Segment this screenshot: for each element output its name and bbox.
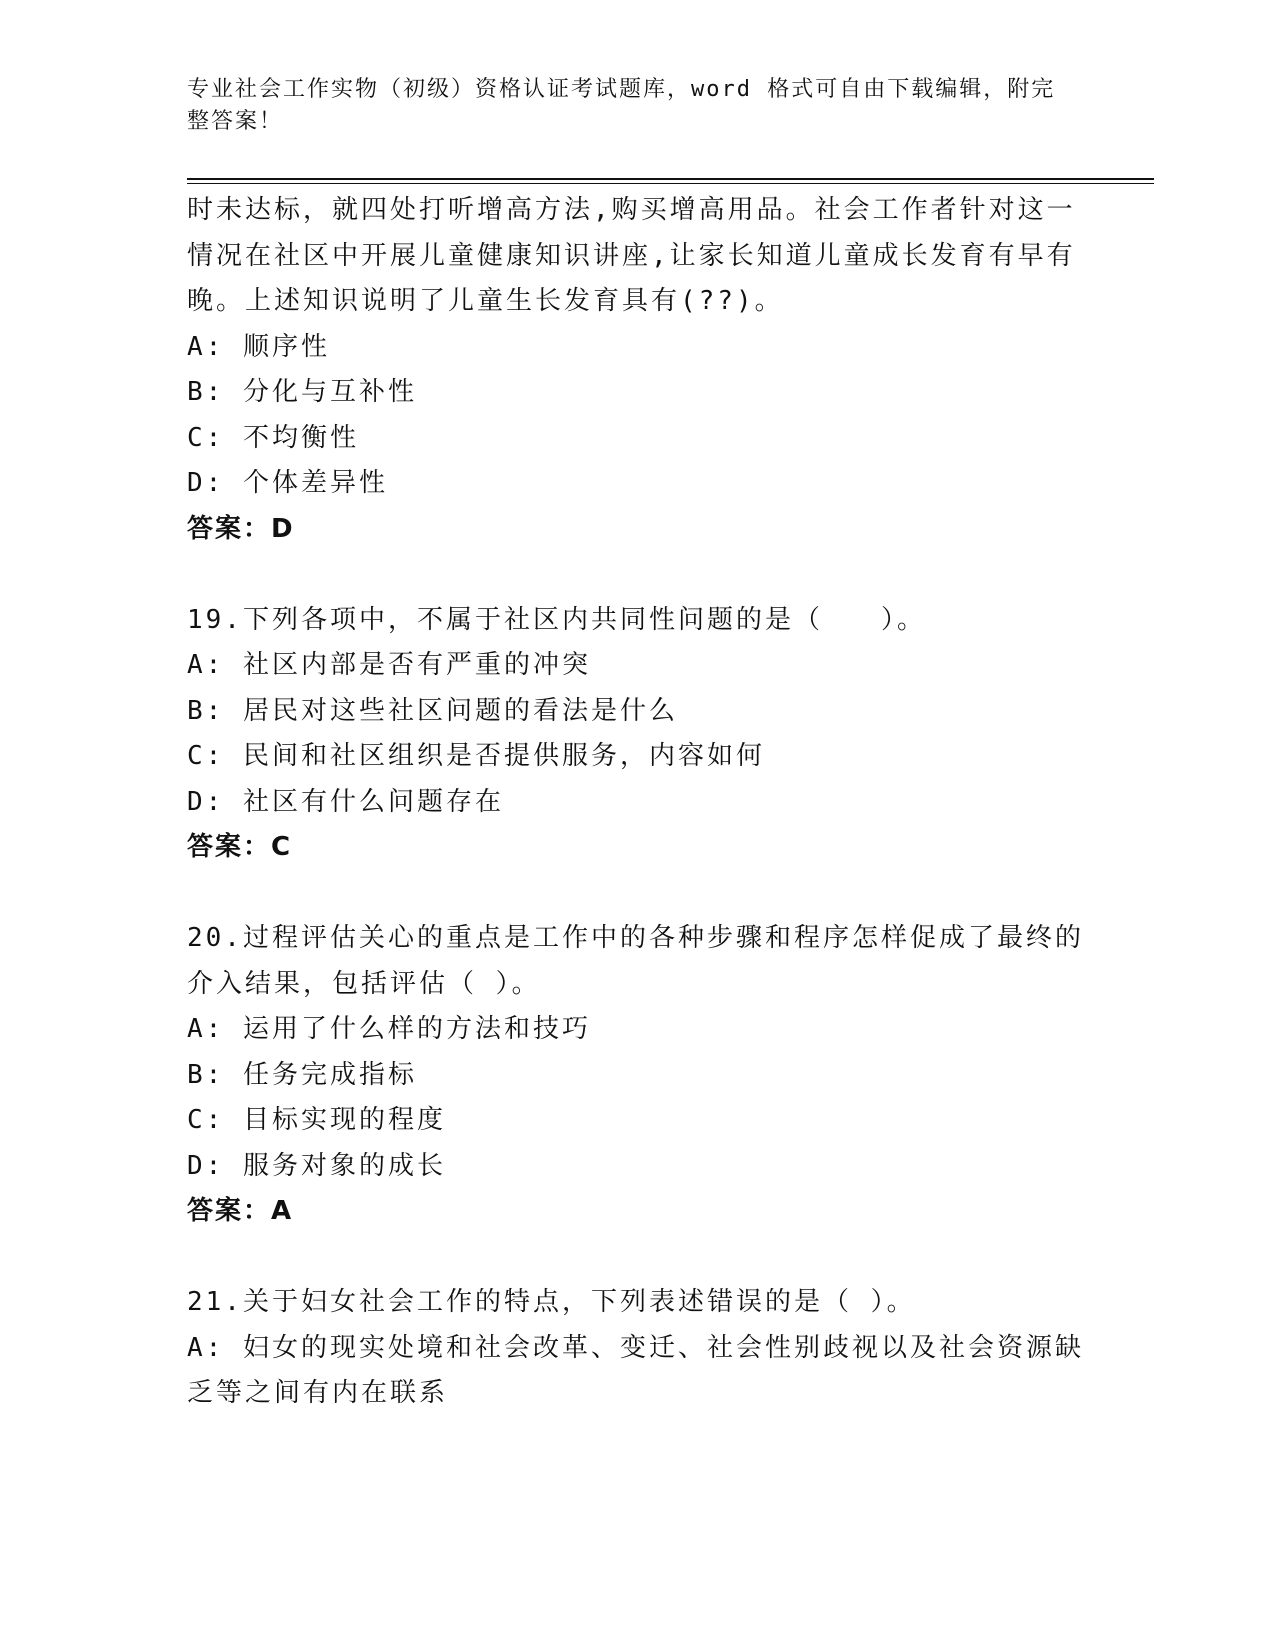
header-rule-thick [187,178,1154,180]
spacer [187,1235,1087,1281]
option-d: D: 服务对象的成长 [187,1150,446,1181]
option-c: C: 目标实现的程度 [187,1105,446,1135]
option-d: D: 社区有什么问题存在 [187,786,504,817]
option-d: D: 个体差异性 [187,468,388,498]
option-b: B: 分化与互补性 [187,377,417,407]
spacer [187,552,1087,598]
question-21 [187,1280,1087,1417]
question-stem-line: 情况在社区中开展儿童健康知识讲座,让家长知道儿童成长发育有早有 [187,240,1076,271]
question-stem-line: 晚。上述知识说明了儿童生长发育具有(??)。 [187,286,784,316]
question-20 [187,916,1087,1235]
question-stem-line: 20.过程评估关心的重点是工作中的各种步骤和程序怎样促成了最终的 [187,923,1084,953]
option-c: C: 民间和社区组织是否提供服务，内容如何 [187,741,765,771]
answer-label: 答案：C [187,832,293,862]
option-c: C: 不均衡性 [187,422,359,453]
header-line-1: 专业社会工作实物（初级）资格认证考试题库，word 格式可自由下载编辑，附完 [187,77,1056,102]
option-a: A: 运用了什么样的方法和技巧 [187,1014,591,1044]
question-content [187,188,1087,1417]
option-a: A: 妇女的现实处境和社会改革、变迁、社会性别歧视以及社会资源缺 [187,1332,1084,1363]
question-18 [187,188,1087,552]
option-b: B: 居民对这些社区问题的看法是什么 [187,695,678,726]
spacer [187,871,1087,917]
answer-label: 答案：D [187,513,295,544]
question-stem-line: 时未达标，就四处打听增高方法,购买增高用品。社会工作者针对这一 [187,195,1076,225]
option-b: B: 任务完成指标 [187,1059,417,1090]
page-header [187,74,1067,138]
question-stem-line: 21.关于妇女社会工作的特点，下列表述错误的是（ ）。 [187,1287,916,1317]
question-19 [187,598,1087,871]
option-a: A: 社区内部是否有严重的冲突 [187,650,591,680]
header-rule-thin [187,183,1154,184]
question-stem-line: 19.下列各项中，不属于社区内共同性问题的是（ ）。 [187,604,926,635]
option-a: A: 顺序性 [187,331,330,362]
question-stem-line: 介入结果，包括评估（ ）。 [187,968,541,999]
answer-label: 答案：A [187,1196,294,1226]
option-a-continuation: 乏等之间有内在联系 [187,1378,449,1408]
header-line-2: 整答案！ [187,109,284,134]
